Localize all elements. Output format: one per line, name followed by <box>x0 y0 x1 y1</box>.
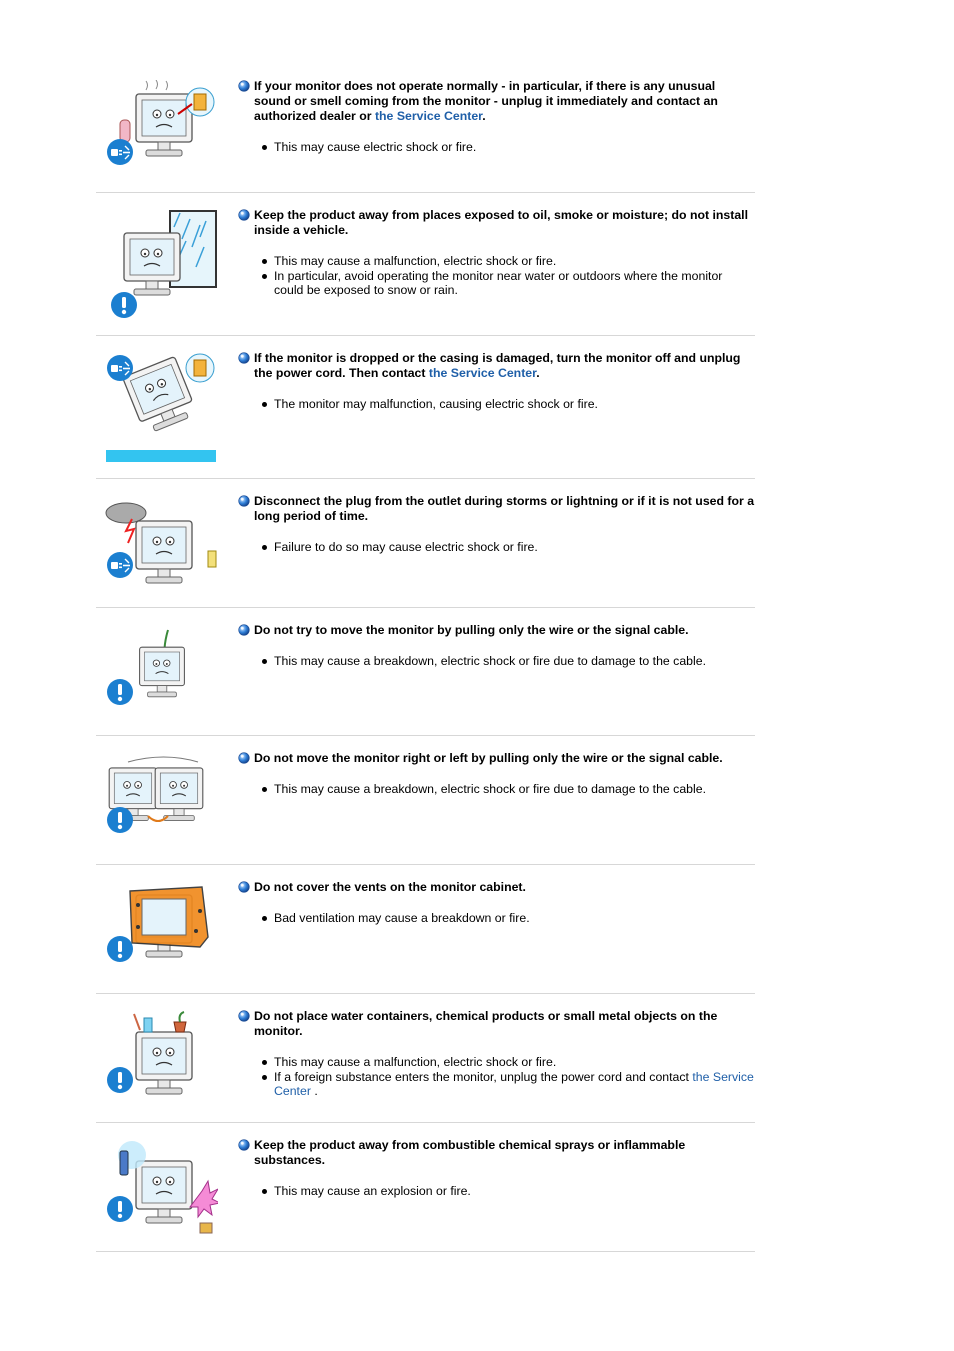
warning-illustration <box>104 1139 218 1243</box>
consequence-list <box>238 782 755 797</box>
safety-section-dropped-monitor <box>96 336 755 479</box>
list-item: This may cause an explosion or fire. <box>274 1184 755 1199</box>
consequence-list <box>238 1184 755 1199</box>
safety-section-water-containers <box>96 994 755 1123</box>
service-center-link[interactable]: the Service Center <box>274 1069 754 1099</box>
consequence-list <box>238 654 755 669</box>
warning-illustration <box>104 207 218 317</box>
list-item: This may cause a malfunction, electric shock or fire. <box>274 254 755 269</box>
blue-ball-bullet-icon <box>238 752 250 764</box>
blue-ball-bullet-icon <box>238 209 250 221</box>
heading-text: Do not try to move the monitor by pulling only the wire or the signal cable. <box>254 623 689 637</box>
section-heading <box>238 79 755 124</box>
blue-ball-bullet-icon <box>238 495 250 507</box>
unplug-illustration <box>104 80 218 180</box>
section-heading <box>238 208 755 238</box>
heading-text: Disconnect the plug from the outlet during storms or lightning or if it is not used for a long period of time. <box>254 494 755 523</box>
unplug-illustration <box>104 497 218 597</box>
list-item: Failure to do so may cause electric shock or fire. <box>274 540 755 555</box>
consequence-list <box>238 254 755 298</box>
section-heading <box>238 1009 755 1039</box>
warning-illustration <box>104 1010 218 1114</box>
list-item: This may cause a breakdown, electric shock or fire due to damage to the cable. <box>274 782 755 797</box>
consequence-list <box>238 1055 755 1099</box>
heading-end: . <box>536 366 540 380</box>
warning-icon <box>106 935 134 963</box>
warning-illustration <box>104 881 218 985</box>
heading-text: Do not move the monitor right or left by pulling only the wire or the signal cable. <box>254 751 723 765</box>
list-item: This may cause a malfunction, electric shock or fire. <box>274 1055 755 1070</box>
list-item: This may cause electric shock or fire. <box>274 140 755 155</box>
warning-icon <box>106 1066 134 1094</box>
section-heading <box>238 1138 755 1168</box>
heading-text: If the monitor is dropped or the casing is damaged, turn the monitor off and unplug the power cord. Then contact <box>254 351 741 380</box>
heading-text: Do not place water containers, chemical products or small metal objects on the monitor. <box>254 1009 718 1038</box>
safety-section-pulling-wire <box>96 608 755 736</box>
unplug-icon <box>106 354 134 382</box>
warning-icon <box>106 1195 134 1223</box>
blue-ball-bullet-icon <box>238 881 250 893</box>
blue-ball-bullet-icon <box>238 624 250 636</box>
unplug-icon <box>106 138 134 166</box>
blue-ball-bullet-icon <box>238 1139 250 1151</box>
warning-illustration <box>104 626 218 726</box>
service-center-link[interactable]: the Service Center <box>428 366 537 380</box>
section-heading <box>238 880 755 895</box>
list-item: The monitor may malfunction, causing electric shock or fire. <box>274 397 755 412</box>
blue-ball-bullet-icon <box>238 352 250 364</box>
monitor-spray-explosion-illustration <box>104 1139 218 1239</box>
unplug-illustration <box>104 350 218 466</box>
monitor-covered-cloth-illustration <box>104 881 218 981</box>
monitor-lightning-illustration <box>104 497 218 597</box>
floor-line <box>106 450 216 462</box>
blue-ball-bullet-icon <box>238 80 250 92</box>
list-item: In particular, avoid operating the monitor near water or outdoors where the monitor could be exposed to snow or rain. <box>274 269 755 298</box>
warning-icon <box>110 291 138 319</box>
service-center-link[interactable]: the Service Center <box>374 109 483 123</box>
warning-icon <box>106 678 134 706</box>
list-item: This may cause a breakdown, electric shock or fire due to damage to the cable. <box>274 654 755 669</box>
monitor-swung-illustration <box>104 754 218 854</box>
consequence-list <box>238 397 755 412</box>
section-heading <box>238 623 755 638</box>
blue-ball-bullet-icon <box>238 1010 250 1022</box>
list-item: Bad ventilation may cause a breakdown or fire. <box>274 911 755 926</box>
list-item-text: If a foreign substance enters the monitor, unplug the power cord and contact <box>274 1069 693 1084</box>
heading-text: Keep the product away from combustible chemical sprays or inflammable substances. <box>254 1138 686 1167</box>
safety-section-storm-lightning <box>96 479 755 608</box>
warning-icon <box>106 806 134 834</box>
section-heading <box>238 351 755 381</box>
warning-illustration <box>104 754 218 854</box>
consequence-list <box>238 140 755 155</box>
safety-section-combustible-sprays <box>96 1123 755 1252</box>
consequence-list <box>238 911 755 926</box>
unplug-icon <box>106 551 134 579</box>
consequence-list <box>238 540 755 555</box>
list-item-end: . <box>310 1084 318 1099</box>
monitor-objects-on-top-illustration <box>104 1010 218 1110</box>
list-item <box>274 1070 755 1099</box>
heading-text: Do not cover the vents on the monitor cabinet. <box>254 880 526 894</box>
heading-text: If your monitor does not operate normally - in particular, if there is any unusual sound or smell coming from the monitor - unplug it immediately and contact an authorized dealer or <box>254 79 718 123</box>
safety-section-moving-left-right <box>96 736 755 865</box>
monitor-pulled-by-wire-illustration <box>104 626 218 726</box>
safety-section-unusual-sound <box>96 70 755 193</box>
heading-text: Keep the product away from places exposed to oil, smoke or moisture; do not install inside a vehicle. <box>254 208 749 237</box>
safety-section-cover-vents <box>96 865 755 994</box>
heading-end: . <box>482 109 486 123</box>
section-heading <box>238 494 755 524</box>
section-heading <box>238 751 755 766</box>
safety-section-oil-smoke-moisture <box>96 193 755 336</box>
